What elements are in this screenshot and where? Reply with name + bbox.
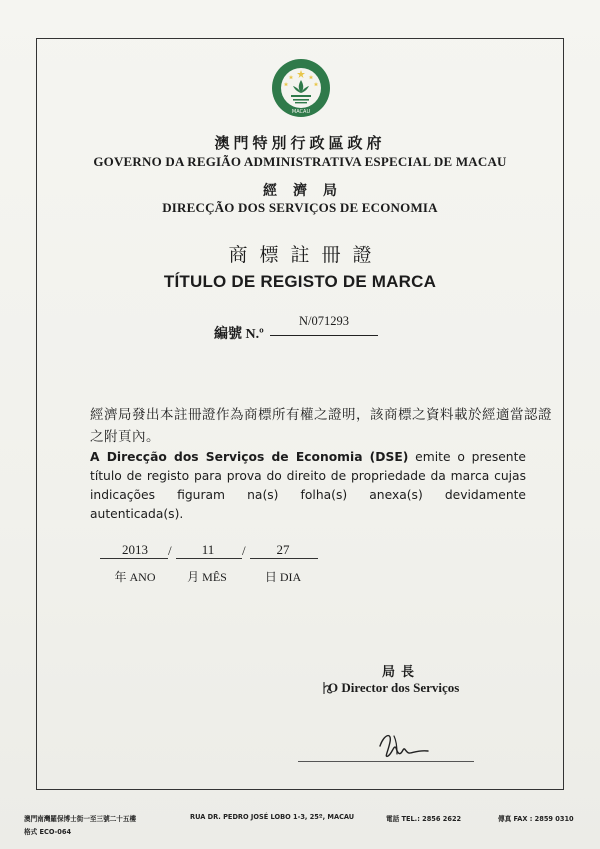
date-month-value: 11 xyxy=(201,542,215,557)
footer-form-code: 格式 ECO-064 xyxy=(24,828,72,836)
date-day-line xyxy=(250,558,318,559)
date-month-label: 月 MÊS xyxy=(187,570,227,584)
signature-line xyxy=(298,761,474,762)
date-separator: / xyxy=(242,543,246,558)
registration-number-label: 編號 N.º xyxy=(214,327,264,342)
statement-issuer: A Direcção dos Serviços de Economia (DSE) xyxy=(90,450,409,464)
footer-telephone: 電話 TEL.: 2856 2622 xyxy=(386,815,462,823)
svg-text:MACAU: MACAU xyxy=(291,109,311,115)
date-separator: / xyxy=(168,543,172,558)
macau-emblem xyxy=(271,58,331,118)
date-year-value: 2013 xyxy=(122,542,148,557)
statement-chinese: 經濟局發出本註冊證作為商標所有權之證明，該商標之資料載於經適當認證之附頁內。 xyxy=(90,407,552,444)
date-month-line xyxy=(176,558,242,559)
date-year-label: 年 ANO xyxy=(114,570,156,584)
department-name-portuguese: DIRECÇÃO DOS SERVIÇOS DE ECONOMIA xyxy=(162,200,438,215)
date-year-line xyxy=(100,558,168,559)
signatory-title-chinese: 局長 xyxy=(382,664,421,679)
statement-text: emite o presente título de registo para prova do direito de propriedade da marca cujas indicações figuram na(s) folha(s) anexa(s) devidamente autenticada(s). xyxy=(90,450,526,521)
statement-portuguese xyxy=(90,448,526,524)
handwritten-signature xyxy=(370,726,440,764)
department-name-chinese: 經濟局 xyxy=(263,184,353,199)
registration-number-underline xyxy=(270,335,378,336)
date-day-label: 日 DIA xyxy=(264,570,302,584)
government-name-portuguese: GOVERNO DA REGIÃO ADMINISTRATIVA ESPECIAL DE MACAU xyxy=(93,154,507,169)
registration-number-value: N/071293 xyxy=(299,314,349,328)
footer-fax: 傳真 FAX : 2859 0310 xyxy=(498,815,574,823)
document-title-chinese: 商標註冊證 xyxy=(228,244,384,266)
footer-address-portuguese: RUA DR. PEDRO JOSÉ LOBO 1-3, 25º, MACAU xyxy=(190,813,355,821)
document-title-portuguese: TÍTULO DE REGISTO DE MARCA xyxy=(163,272,437,291)
date-day-value: 27 xyxy=(276,542,290,557)
footer-address-chinese: 澳門南灣羅保博士街一至三號二十五樓 xyxy=(24,815,137,823)
government-name-chinese: 澳門特別行政區政府 xyxy=(214,136,386,152)
signatory-title-portuguese: O Director dos Serviços xyxy=(328,680,460,695)
